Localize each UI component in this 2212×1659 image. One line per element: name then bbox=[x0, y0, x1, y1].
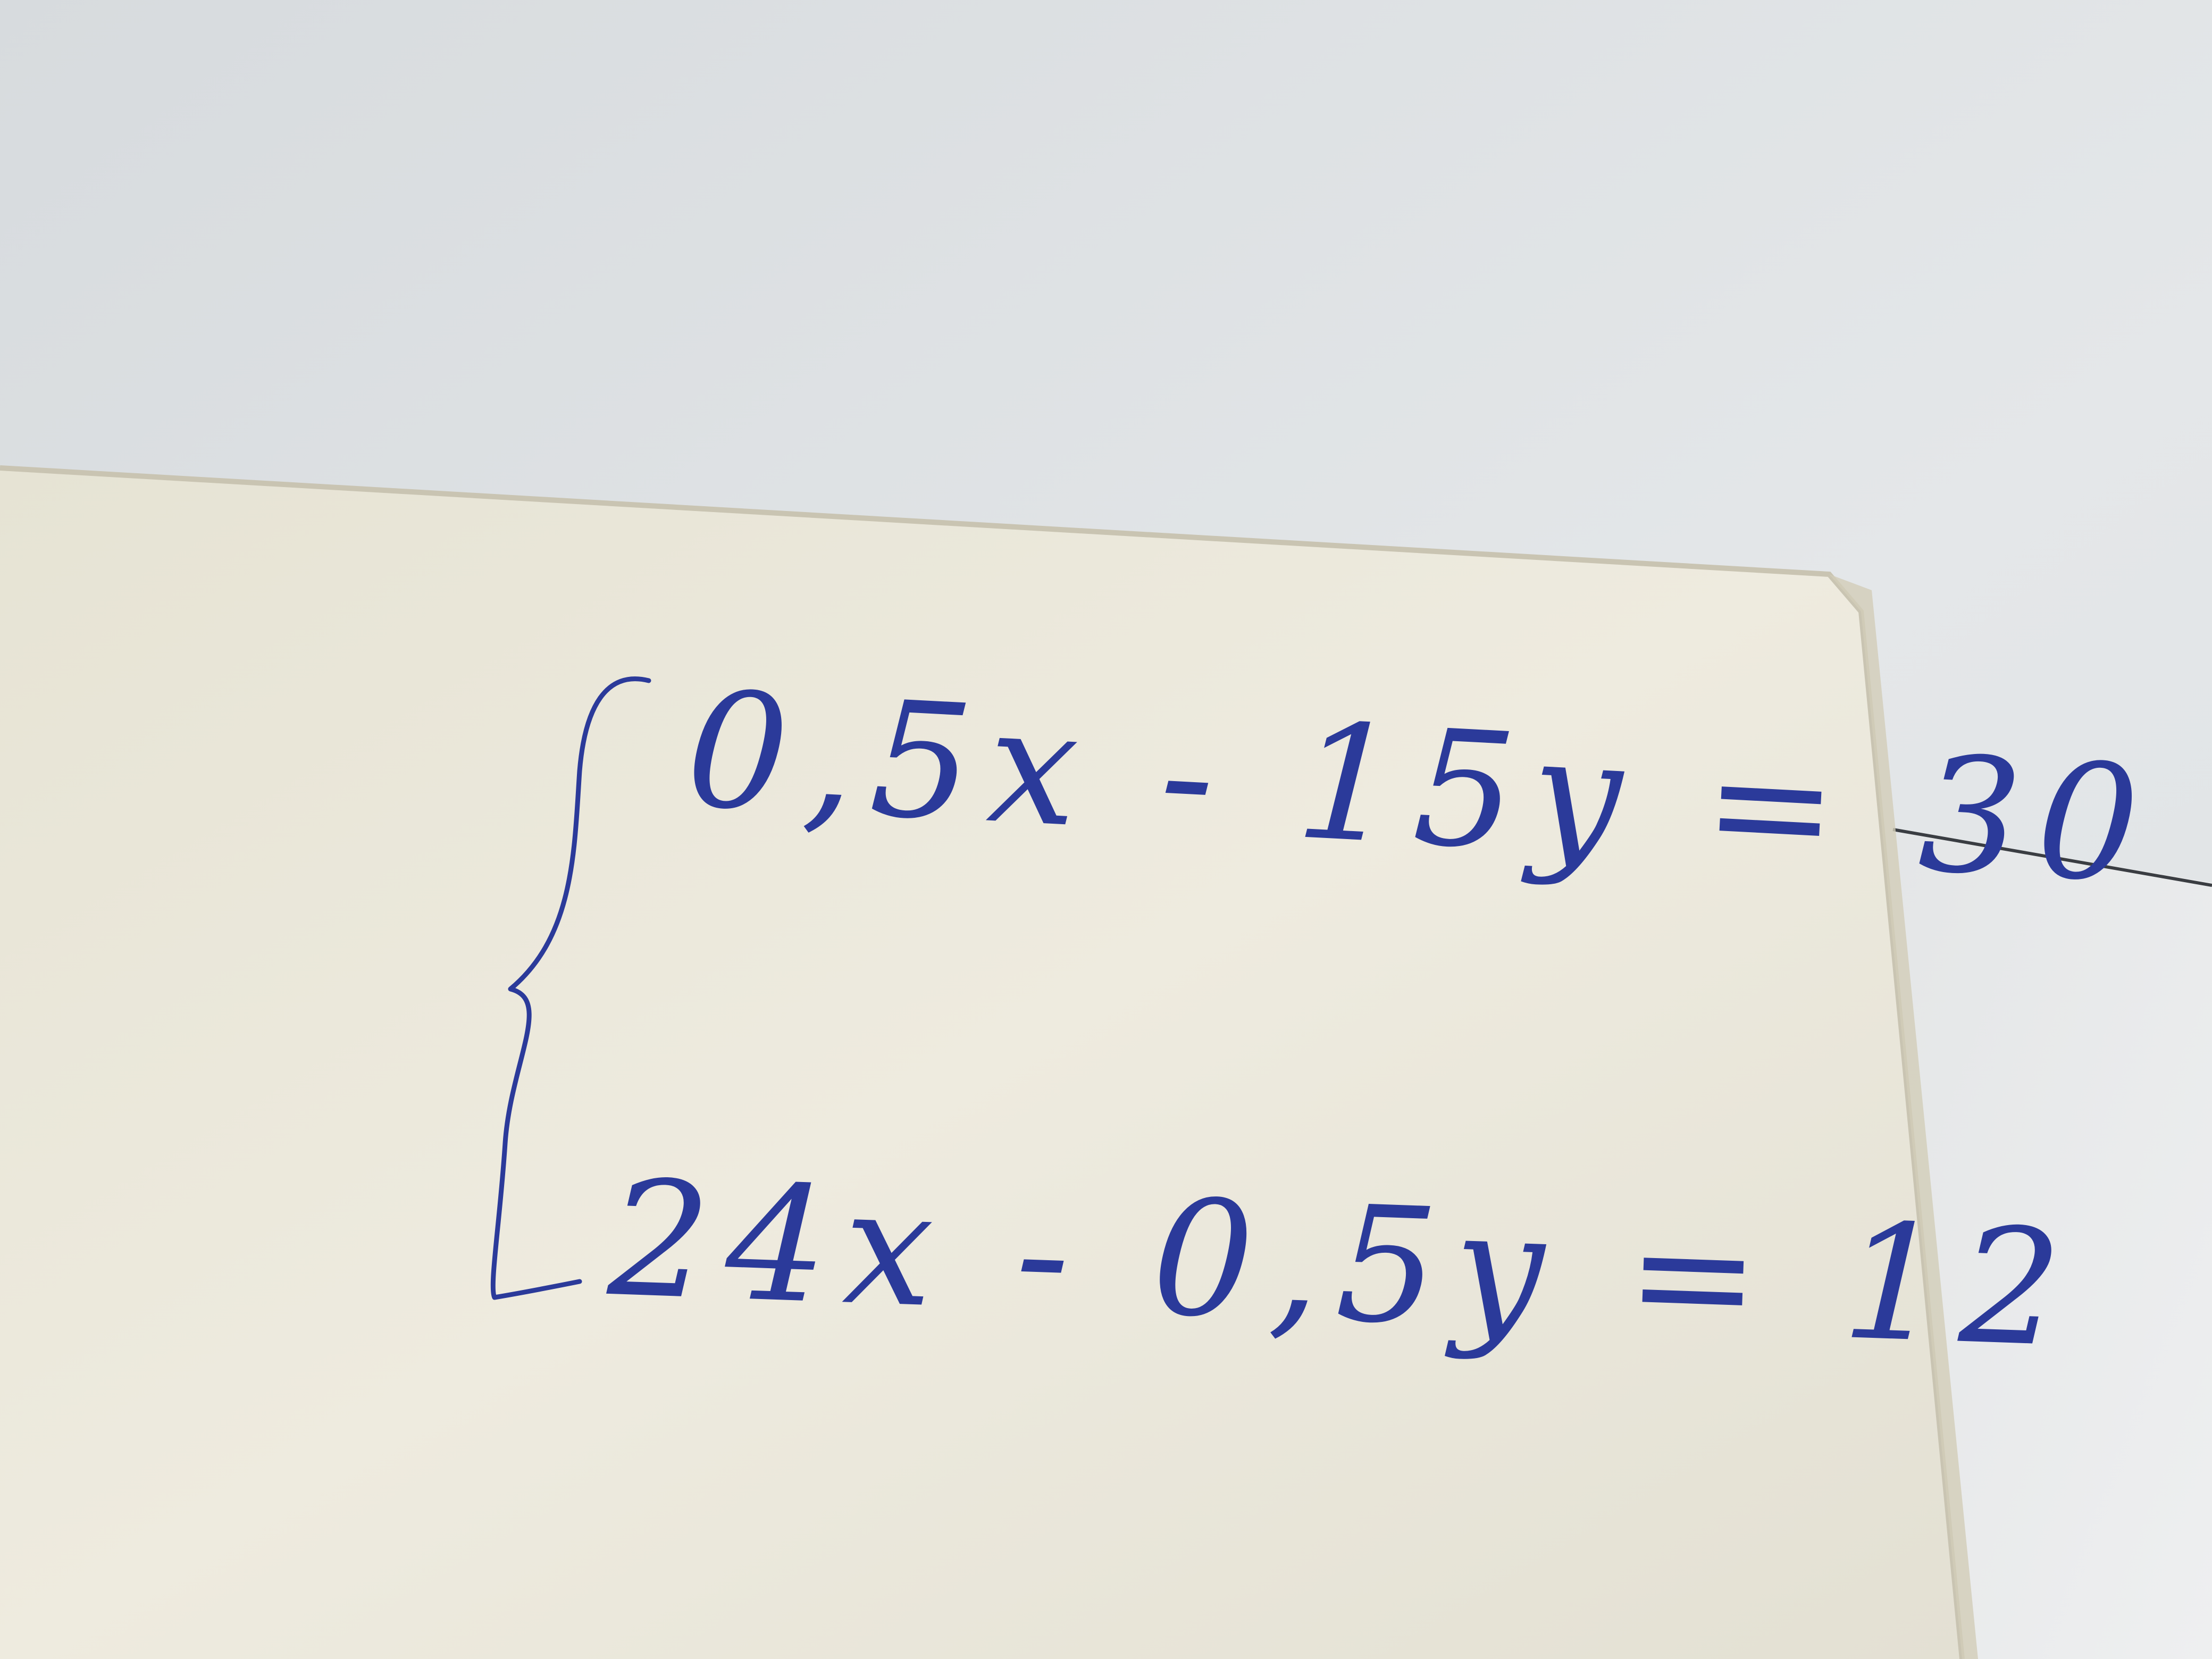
equation-2: 24x - 0,5y = 12 bbox=[605, 1146, 2081, 1383]
equation-1: 0,5x - 15y = 30 bbox=[682, 657, 2159, 919]
